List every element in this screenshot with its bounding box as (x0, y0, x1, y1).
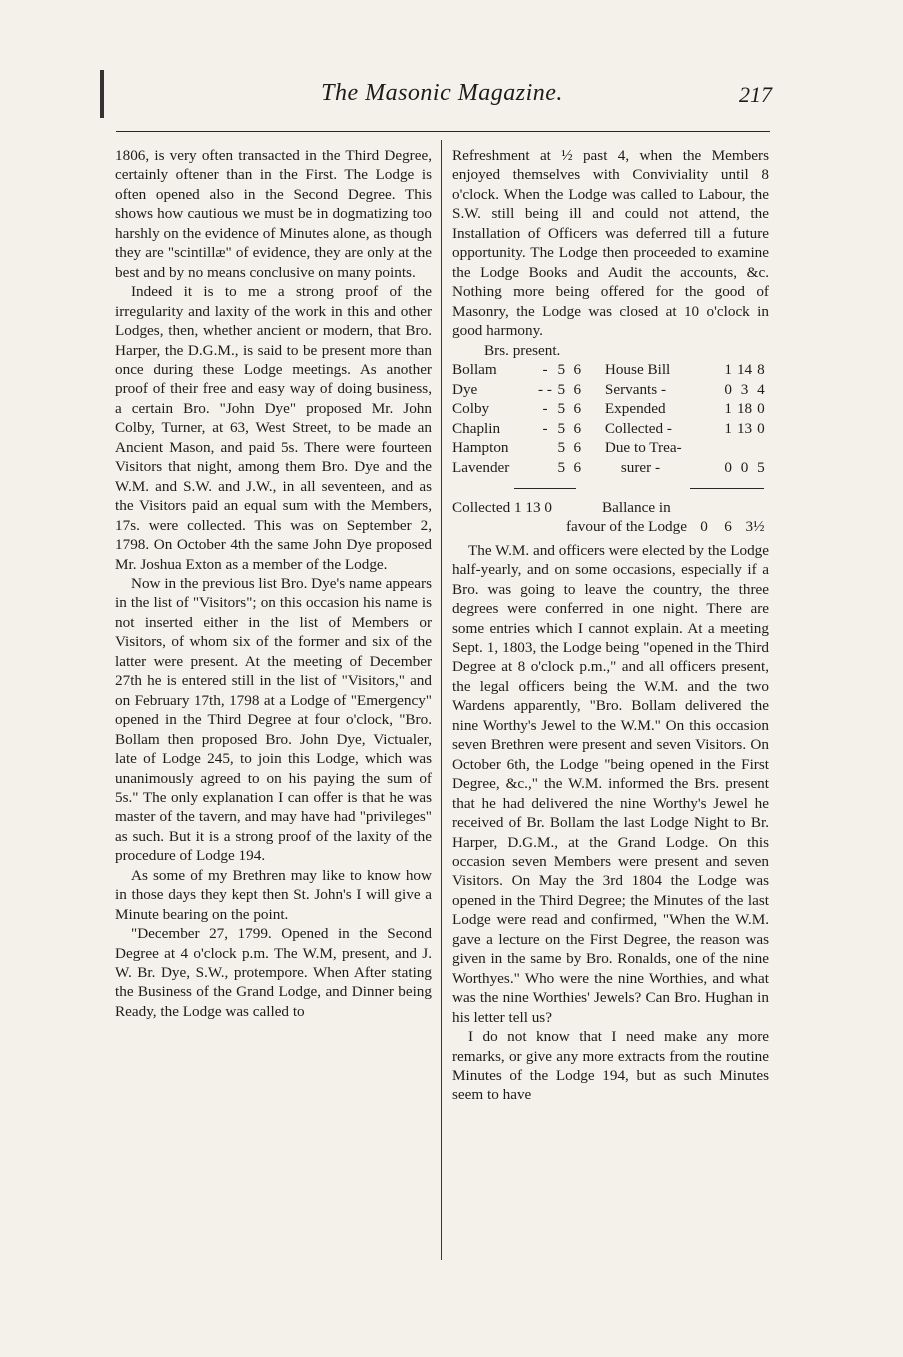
dash (537, 458, 554, 478)
paragraph: Indeed it is to me a strong proof of the irregularity and laxity of the work in this and other Lodges, then, whether ancient or modern, that Bro. Harper, the D.G.M., is said to be present more than once during these Lodge meetings. As another proof of their free and easy way of doing business, a certain Bro. "John Dye" proposed Mr. John Colby, Turner, at 63, West Street, to be made an Ancient Mason, and paid 5s. There were fourteen Visitors that night, among them Bro. Dye and the W.M. and S.W. and J.W., in all seventeen, and as the Visitors paid an equal sum with the Members, 17s. were collected. This was on September 2, 1798. On October 4th the same John Dye proposed Mr. Joshua Exton as a member of the Lodge. (115, 283, 432, 573)
paragraph: 1806, is very often transacted in the Third Degree, certainly oftener than in the First. The Lodge is often opened also in the Second Degree. This shows how cautious we must be in dogmatizing too harshly on the evidence of Minutes alone, as though they are "scintillæ" of evidence, they are only at the best and by no means conclusive on many points. (115, 147, 432, 281)
pence: 8 (757, 360, 765, 378)
dash (537, 438, 554, 458)
account-item: Expended (604, 400, 666, 418)
paragraph: Now in the previous list Bro. Dye's name appears in the list of "Visitors"; on this occasion his name is not inserted either in the list of Members or Visitors, of whom six of the former and six of the latter were present. At the meeting of December 27th he is entered still in the list of "Visitors," and on February 17th, 1798 at a Lodge of "Emergency" opened in the Third Degree at four o'clock, "Bro. Bollam then proposed Bro. John Dye, Victualer, late of Lodge 245, to join this Lodge, which was unanimously agreed to on his paying the sum of 5s." The only explanation I can offer is that he was master of the tavern, and may have had "privileges" as such. But it is a strong proof of the laxity of the procedure of Lodge 194. (115, 574, 432, 865)
accounts-total-rules (452, 478, 769, 498)
paragraph: The W.M. and officers were elected by the Lodge half-yearly, and on some occasions, especially if a Bro. was going to leave the country, the three degrees were conferred in one night. There are some entries which I cannot explain. At a meeting Sept. 1, 1803, the Lodge being "opened in the Third Degree at 8 o'clock p.m.," and all officers present, the legal officers being the W.M. and the two Wardens apparently, "Bro. Bollam delivered the nine Worthy's Jewel to the W.M." On this occasion seven Brethren were present and seven Visitors. On October 6th, the Lodge "being opened in the First Degree, &c.," the W.M. informed the Brs. present that he had delivered the nine Worthy's Jewel he received of Br. Bollam the last Lodge Night to Br. Harper, D.G.M., at the Grand Lodge. On this occasion seven Members were present and seven Visitors. On May the 3rd 1804 the Lodge was opened in the Third Degree; the Minutes of the last Lodge were read and confirmed, "When the W.M. gave a lecture on the First Degree, the reason was given in the same by Bro. Ronalds, one of the nine Worthyes." Who were the nine Worthies, and what was the nine Worthies' Jewels? Can Bro. Hughan in his letter tell us? (452, 541, 769, 1026)
pounds: 0 (700, 518, 708, 536)
page-edge-mark (100, 70, 104, 118)
pence: 0 (757, 400, 765, 418)
header-rule (116, 131, 770, 132)
table-row (452, 517, 769, 537)
paragraph: As some of my Brethren may like to know how in those days they kept then St. John's I will give a Minute bearing on the point. (115, 866, 432, 923)
shillings: 0 (740, 458, 749, 476)
pence: 6 (573, 400, 582, 418)
account-item: surer - (620, 458, 661, 476)
member-name: Hampton (452, 439, 509, 457)
shillings: 6 (724, 518, 732, 536)
pounds: 1 (724, 400, 732, 418)
pence: 3½ (745, 518, 765, 536)
account-item: Due to Trea- (604, 439, 682, 457)
left-column (115, 146, 432, 1021)
member-name: Bollam (452, 360, 497, 378)
member-name: Lavender (452, 458, 510, 476)
account-item: Collected - (604, 419, 672, 437)
account-item: Servants - (604, 380, 667, 398)
pounds: 0 (724, 380, 732, 398)
pence: 0 (757, 419, 765, 437)
table-row (452, 458, 769, 478)
table-row (452, 419, 769, 439)
collected-total: Collected 1 13 0 (452, 498, 552, 516)
pence: 4 (757, 380, 765, 398)
pence: 6 (573, 380, 582, 398)
dash: - (542, 419, 548, 437)
pounds: 1 (724, 360, 732, 378)
shillings (736, 438, 753, 458)
table-row (452, 399, 769, 419)
member-name: Chaplin (452, 419, 501, 437)
member-name: Colby (452, 400, 490, 418)
dash: - (542, 360, 548, 378)
shillings: 14 (736, 360, 753, 378)
right-column (452, 146, 769, 1105)
accounts-summary (452, 498, 769, 537)
shillings: 5 (557, 400, 566, 418)
paragraph: I do not know that I need make any more remarks, or give any more extracts from the routine Minutes of the Lodge 194, but as such Minutes seem to have (452, 1028, 769, 1104)
brethren-present-heading: Brs. present. (484, 341, 561, 359)
shillings: 5 (557, 419, 566, 437)
paragraph: "December 27, 1799. Opened in the Second Degree at 4 o'clock p.m. The W.M, present, and J. W. Br. Dye, S.W., protempore. When After stating the Business of the Grand Lodge, and Dinner being Ready, the Lodge was called to (115, 925, 432, 1020)
shillings: 5 (557, 380, 566, 398)
table-row (452, 360, 769, 380)
column-divider (441, 140, 442, 1260)
accounts-table (452, 360, 769, 478)
dash: - (542, 400, 548, 418)
pence: 6 (573, 439, 582, 457)
shillings: 3 (740, 380, 749, 398)
shillings: 13 (736, 419, 753, 437)
dash: - - (538, 380, 552, 398)
member-name: Dye (452, 380, 478, 398)
ballance-label: Ballance in (602, 498, 671, 516)
total-rule (514, 488, 576, 489)
shillings: 18 (736, 400, 753, 418)
pounds: 1 (724, 419, 732, 437)
paragraph: Refreshment at ½ past 4, when the Members enjoyed themselves with Conviviality until 8 o'clock. When the Lodge was called to Labour, the S.W. still being ill and could not attend, the Installation of Officers was deferred till a future opportunity. The Lodge then proceeded to examine the Lodge Books and Audit the accounts, &c. Nothing more being offered for the good of Masonry, the Lodge was closed at 10 o'clock in good harmony. (452, 147, 769, 340)
total-rule (690, 488, 764, 489)
pence: 5 (757, 458, 765, 476)
page-number: 217 (739, 82, 772, 107)
table-row (452, 438, 769, 458)
shillings: 5 (557, 360, 566, 378)
pence: 6 (573, 419, 582, 437)
favour-label: favour of the Lodge (565, 518, 687, 536)
pounds (720, 438, 736, 458)
shillings: 5 (557, 458, 566, 476)
pounds: 0 (724, 458, 732, 476)
page-header (112, 80, 772, 120)
account-item: House Bill (604, 360, 671, 378)
pence: 6 (573, 458, 582, 476)
table-row (452, 498, 769, 518)
shillings: 5 (557, 439, 566, 457)
table-row (452, 380, 769, 400)
pence: 6 (573, 360, 582, 378)
pence (753, 438, 769, 458)
running-title: The Masonic Magazine. (321, 80, 563, 106)
